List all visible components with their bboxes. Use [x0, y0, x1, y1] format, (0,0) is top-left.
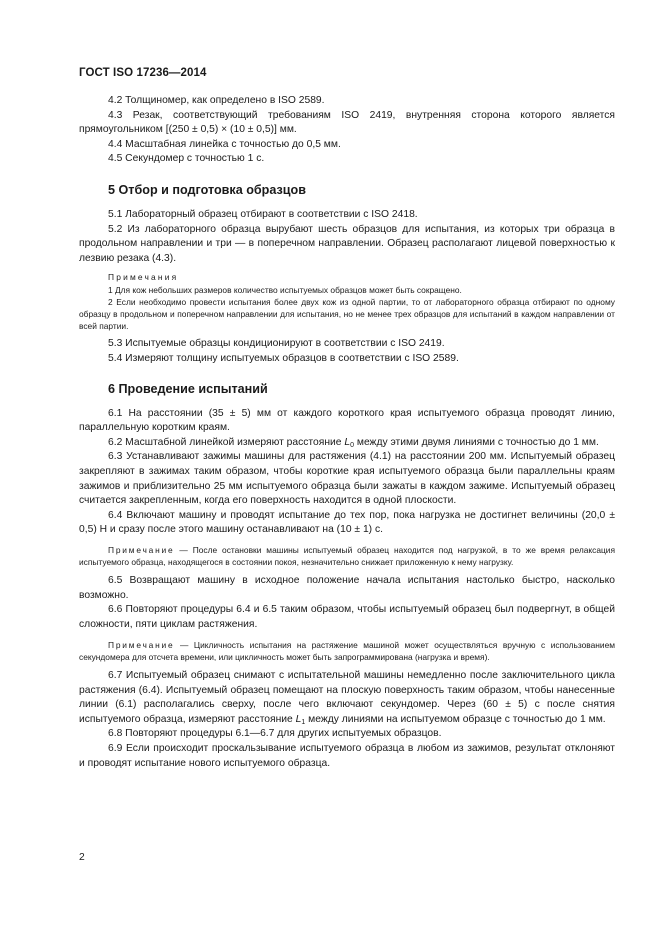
para-6-4: 6.4 Включают машину и проводят испытание до тех пор, пока нагрузка не достигнет величины (20,0 ± 0,5) Н и сразу после этого машину останавливают на (10 ± 1) с. [79, 509, 615, 536]
note-6-4: Примечание — После остановки машины испытуемый образец находится под нагрузкой, в то же время релаксация испытуемого образца, находящегося в состоянии покоя, незначительно снижает приложенную к нему нагрузку. [79, 544, 615, 568]
item-4-2: 4.2 Толщиномер, как определено в ISO 2589. [108, 95, 325, 106]
section-6-heading: 6 Проведение испытаний [108, 381, 268, 396]
section-5-heading: 5 Отбор и подготовка образцов [108, 182, 306, 197]
para-6-2: 6.2 Масштабной линейкой измеряют расстояние $L_0$ между этими двумя линиями с точностью до 1 мм. [108, 436, 599, 449]
para-5-2: 5.2 Из лабораторного образца вырубают шесть образцов для испытания, из которых три образца в продольном направлении и три — в поперечном направлении. Образец располагают лицевой поверхностью к лезвию резака (4.3). [79, 223, 615, 264]
item-4-4: 4.4 Масштабная линейка с точностью до 0,5 мм. [108, 138, 341, 150]
para-6-1: 6.1 На расстоянии (35 ± 5) мм от каждого короткого края испытуемого образца проводят линию, параллельную коротким краям. [79, 407, 615, 434]
note-5-1: 1 Для кож небольших размеров количество испытуемых образцов может быть сокращено. [108, 284, 462, 295]
para-6-7: 6.7 Испытуемый образец снимают с испытательной машины немедленно после заключительного цикла растяжения (6.4). Испытуемый образец помещают на плоскую поверхность таким образом, чтобы нанесенные линии (6.1) располагались сверху, после чего включают секундомер. Через (60 ± 5) с после снятия испытуемого образца, измеряют расстояние $L_1$ между линиями на испытуемом образце с точностью до 1 мм. [79, 670, 615, 726]
para-5-1: 5.1 Лабораторный образец отбирают в соответствии с ISO 2418. [108, 208, 418, 220]
item-4-5: 4.5 Секундомер с точностью 1 с. [108, 153, 265, 165]
notes-title: Примечания [108, 272, 179, 283]
para-6-8: 6.8 Повторяют процедуры 6.1—6.7 для других испытуемых образцов. [108, 728, 442, 740]
para-6-3: 6.3 Устанавливают зажимы машины для растяжения (4.1) на расстоянии 200 мм. Испытуемый образец закрепляют в зажимах таким образом, чтобы короткие края испытуемого образца были параллельны краям зажимов и приблизительно 25 мм испытуемого образца были зажаты в каждом зажиме. Испытуемый образец считается закрепленным, когда его поверхность находится в одной плоскости. [79, 451, 615, 507]
note-5-2: 2 Если необходимо провести испытания более двух кож из одной партии, то от лабораторного образца отбирают по одному образцу в продольном и поперечном направлении для испытания, но не менее трех образцов для испытаний в каждом направлении от всей партии. [79, 296, 615, 332]
document-body [79, 94, 615, 771]
note-6-6: Примечание — Цикличность испытания на растяжение машиной может осуществляться вручную с использованием секундомера для отсчета времени, или цикличность может быть запрограммирована (нагрузка и время). [79, 639, 615, 662]
document-header: ГОСТ ISO 17236—2014 [79, 67, 207, 79]
item-4-3: 4.3 Резак, соответствующий требованиям ISO 2419, внутренняя сторона которого является прямоугольником [(250 ± 0,5) × (10 ± 0,5)] мм. [79, 109, 615, 136]
para-6-6: 6.6 Повторяют процедуры 6.4 и 6.5 таким образом, чтобы испытуемый образец был подвергнут, в общей сложности, пяти циклам растяжения. [79, 604, 615, 631]
para-6-9: 6.9 Если происходит проскальзывание испытуемого образца в любом из зажимов, результат отклоняют и проводят испытание нового испытуемого образца. [79, 743, 615, 769]
para-5-3: 5.3 Испытуемые образцы кондиционируют в соответствии с ISO 2419. [108, 338, 445, 350]
para-6-5: 6.5 Возвращают машину в исходное положение начала испытания настолько быстро, насколько возможно. [79, 575, 615, 601]
para-5-4: 5.4 Измеряют толщину испытуемых образцов в соответствии с ISO 2589. [108, 352, 459, 364]
page-number: 2 [79, 852, 85, 863]
